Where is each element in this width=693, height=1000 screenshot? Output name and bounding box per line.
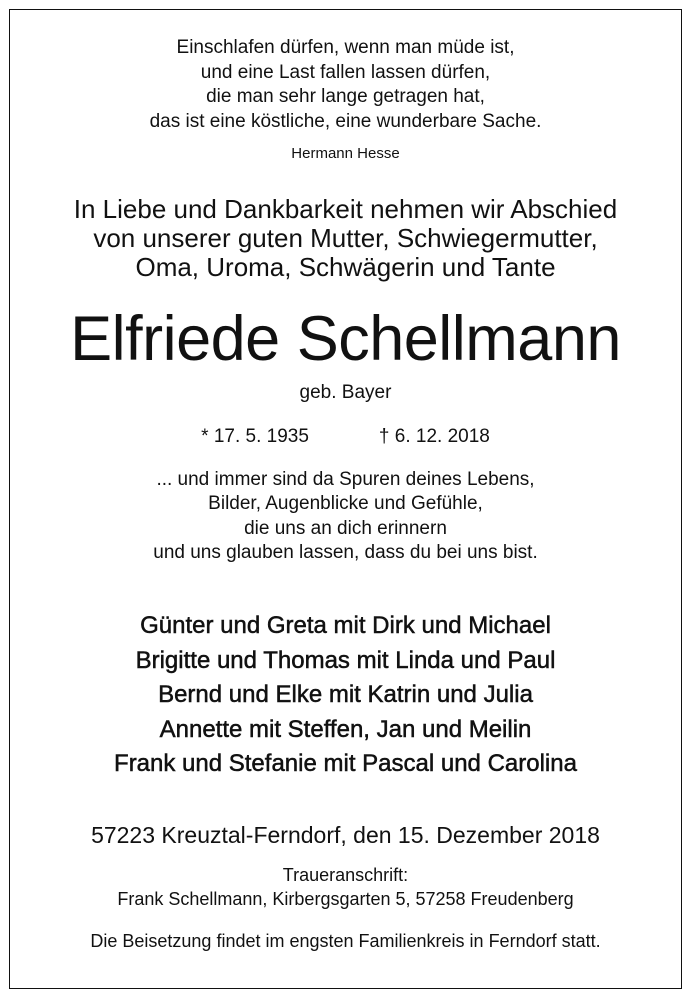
quote-line: die uns an dich erinnern [244, 517, 447, 539]
intro-line: Oma, Uroma, Schwägerin und Tante [135, 252, 556, 282]
poem-line: Einschlafen dürfen, wenn man müde ist, [176, 37, 515, 58]
family-line: Bernd und Elke mit Katrin und Julia [158, 681, 533, 708]
quote-line: ... und immer sind da Spuren deines Lebens, [156, 469, 535, 490]
poem-author [9, 144, 682, 164]
place-date-text: 57223 Kreuztal-Ferndorf, den 15. Dezember 2018 [91, 822, 600, 848]
place-and-date [9, 821, 682, 849]
memorial-quote [9, 468, 682, 565]
poem-line: und eine Last fallen lassen dürfen, [200, 61, 491, 83]
address-value: Frank Schellmann, Kirbergsgarten 5, 57258 Freudenberg [117, 889, 574, 909]
deceased-name-text: Elfriede Schellmann [70, 304, 621, 374]
maiden-name [9, 381, 682, 405]
intro-line: von unserer guten Mutter, Schwiegermutter, [93, 223, 598, 253]
poem-line: die man sehr lange getragen hat, [206, 86, 485, 107]
farewell-intro [9, 195, 682, 282]
quote-line: und uns glauben lassen, dass du bei uns bist. [153, 541, 538, 563]
address-label: Traueranschrift: [282, 865, 409, 885]
family-line: Annette mit Steffen, Jan und Meilin [159, 715, 532, 743]
funeral-note [9, 929, 682, 953]
life-dates [9, 425, 682, 449]
family-line: Frank und Stefanie mit Pascal und Carolina [114, 750, 577, 777]
deceased-name [9, 303, 682, 375]
family-line: Günter und Greta mit Dirk und Michael [140, 612, 551, 639]
poem [9, 36, 682, 134]
maiden-name-text: geb. Bayer [299, 382, 392, 403]
birth-date: * 17. 5. 1935 [201, 426, 309, 447]
poem-author-name: Hermann Hesse [291, 145, 400, 162]
poem-line: das ist eine köstliche, eine wunderbare Sache. [149, 110, 542, 132]
family-members [9, 609, 682, 782]
family-line: Brigitte und Thomas mit Linda und Paul [135, 646, 556, 674]
intro-line: In Liebe und Dankbarkeit nehmen wir Abschied [73, 194, 618, 224]
mourning-address [9, 863, 682, 911]
quote-line: Bilder, Augenblicke und Gefühle, [208, 493, 483, 515]
funeral-note-text: Die Beisetzung findet im engsten Familienkreis in Ferndorf statt. [90, 931, 601, 951]
death-date: † 6. 12. 2018 [378, 426, 490, 447]
